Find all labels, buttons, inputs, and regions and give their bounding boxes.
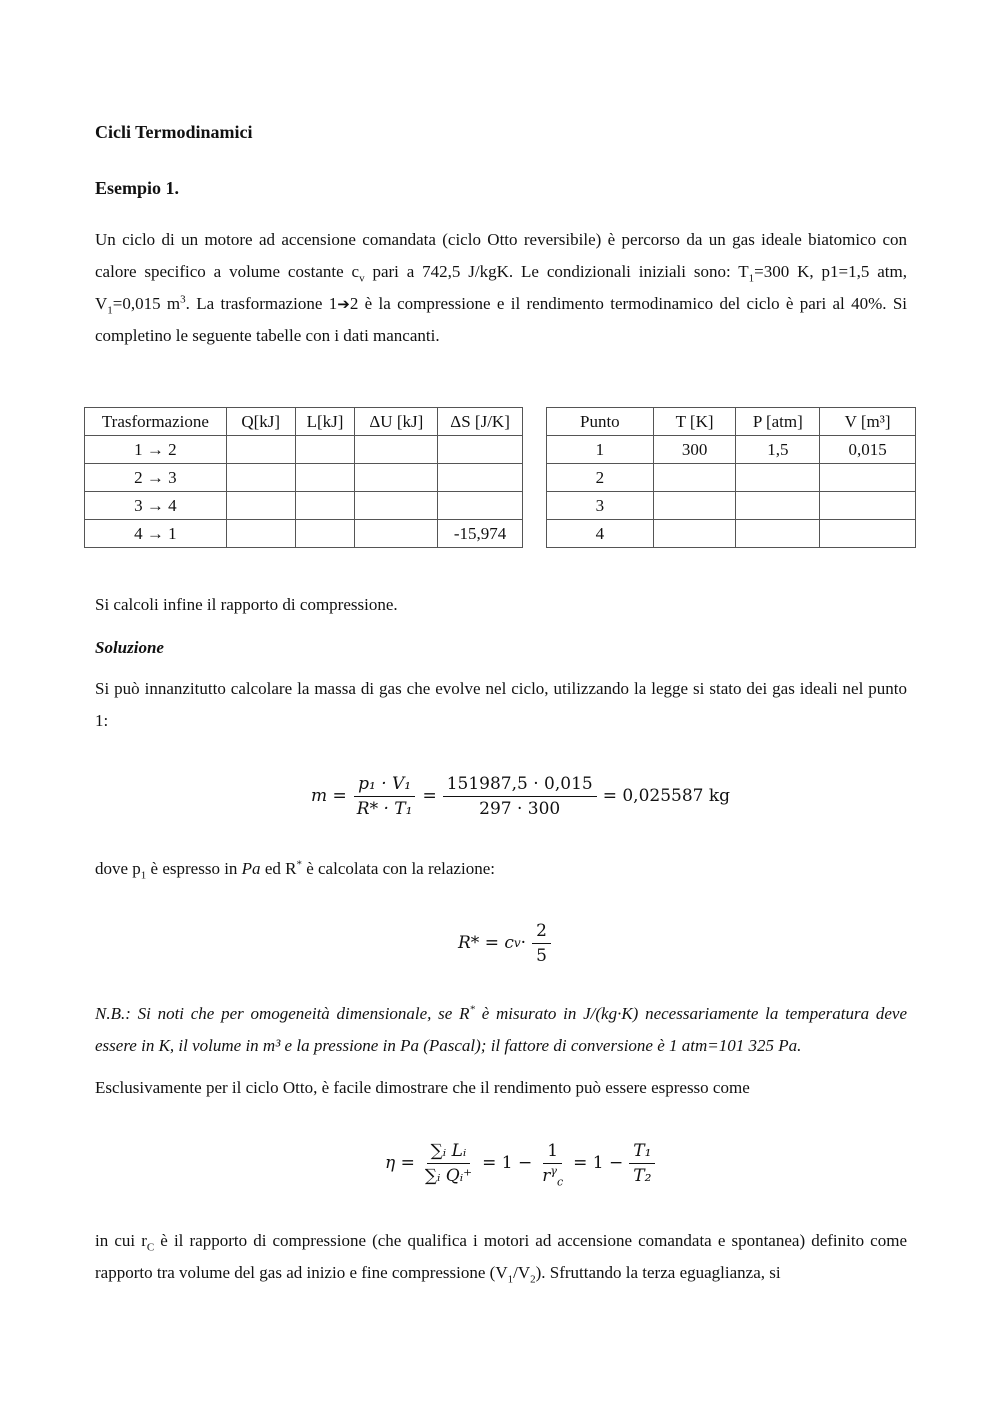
table-cell (438, 436, 523, 464)
table-cell (295, 464, 355, 492)
table-cell (226, 464, 295, 492)
table-cell (653, 520, 736, 548)
table-cell (820, 464, 916, 492)
table-cell (295, 492, 355, 520)
table-cell: 4 (547, 520, 654, 548)
table-header-cell: Punto (547, 408, 654, 436)
otto-efficiency-text: Esclusivamente per il ciclo Otto, è facile dimostrare che il rendimento può essere espresso come (95, 1078, 750, 1097)
table-cell: 2 → 3 (85, 464, 227, 492)
table-header-cell: Trasformazione (85, 408, 227, 436)
table-cell: 4 → 1 (85, 520, 227, 548)
solution-heading: Soluzione (95, 638, 164, 657)
arrow-right-icon: ➔ (337, 295, 350, 313)
table-cell (653, 464, 736, 492)
pressure-note: dove $p_1$ è espresso in Pa ed R* è calcolata con la relazione: (95, 858, 495, 882)
table-row (85, 492, 523, 520)
table-cell (736, 492, 820, 520)
table-cell (355, 520, 438, 548)
table-cell: 0,015 (820, 436, 916, 464)
table-row (547, 520, 916, 548)
table-cell: 300 (653, 436, 736, 464)
table-cell (820, 520, 916, 548)
solution-paragraph: Si può innanzitutto calcolare la massa di gas che evolve nel ciclo, utilizzando la legge si stato dei gas ideali nel punto 1: (95, 679, 907, 730)
table-cell (736, 520, 820, 548)
table-header-row (85, 408, 523, 436)
table-cell (438, 492, 523, 520)
table-cell: 1,5 (736, 436, 820, 464)
table-row (547, 436, 916, 464)
transformations-table (84, 407, 523, 548)
table-header-cell: L[kJ] (295, 408, 355, 436)
r-star-equation: R* = c v · $\frac{2}{5}$ (458, 918, 557, 968)
table-header-cell: Q[kJ] (226, 408, 295, 436)
table-cell (295, 436, 355, 464)
table-cell (226, 436, 295, 464)
table-row (85, 520, 523, 548)
compression-question: Si calcoli infine il rapporto di compressione. (95, 595, 398, 614)
table-cell (820, 492, 916, 520)
table-cell: 1 → 2 (85, 436, 227, 464)
table-row (547, 464, 916, 492)
table-cell (295, 520, 355, 548)
table-header-cell: T [K] (653, 408, 736, 436)
table-header-cell: V [m³] (820, 408, 916, 436)
table-cell: 3 (547, 492, 654, 520)
table-cell (355, 436, 438, 464)
table-cell (226, 520, 295, 548)
table-header-row (547, 408, 916, 436)
table-cell (355, 464, 438, 492)
nb-note: N.B.: Si noti che per omogeneità dimensionale, se R* è misurato in J/(kg·K) necessariamente la temperatura deve essere in K, il volume in m³ e la pressione in Pa (Pascal); il fattore di conversione è 1 atm=101 325 Pa. (95, 1003, 907, 1055)
efficiency-equation: η = $\frac{\text{∑ᵢ Lᵢ}}{\text{∑ᵢ Qᵢ⁺}}$ = 1 − $\frac{1}{r^\gamma_c}$ = 1 − $\frac{\text{T₁}}{\text{T₂}}$ (385, 1136, 661, 1190)
intro-paragraph: Un ciclo di un motore ad accensione comandata (ciclo Otto reversibile) è percorso da un gas ideale biatomico con calore specifico a volume costante $c_v$ pari a 742,5 J/kgK. Le condizionali iniziali sono: $T_1=300$ K, p1=1,5 atm, $V_1=0,015$ $m^3$. La trasformazione 1➔2 è la compressione e il rendimento termodinamico del ciclo è pari al 40%. Si completino le seguente tabelle con i dati mancanti. (95, 230, 907, 345)
table-header-cell: ΔS [J/K] (438, 408, 523, 436)
table-header-cell: P [atm] (736, 408, 820, 436)
table-row (547, 492, 916, 520)
table-cell: 2 (547, 464, 654, 492)
table-cell (653, 492, 736, 520)
table-cell (226, 492, 295, 520)
table-cell (438, 464, 523, 492)
table-row (85, 464, 523, 492)
table-row (85, 436, 523, 464)
points-table (546, 407, 916, 548)
mass-equation: m = $\frac{\text{p₁ · V₁}}{\text{R* · T₁}}$ = $\frac{151987,5 \cdot 0,015}{297 \cdot 300}$ = 0,025587 kg (311, 773, 731, 819)
table-cell: -15,974 (438, 520, 523, 548)
compression-ratio-paragraph: in cui $r_C$ è il rapporto di compressione (che qualifica i motori ad accensione comandata e spontanea) definito come rapporto tra volume del gas ad inizio e fine compressione $(V_1/V_2)$. Sfruttando la terza eguaglianza, si (95, 1231, 907, 1286)
table-cell (736, 464, 820, 492)
table-cell (355, 492, 438, 520)
table-cell: 1 (547, 436, 654, 464)
page-title: Cicli Termodinamici (95, 122, 253, 142)
table-header-cell: ΔU [kJ] (355, 408, 438, 436)
table-cell: 3 → 4 (85, 492, 227, 520)
example-heading: Esempio 1. (95, 178, 180, 198)
